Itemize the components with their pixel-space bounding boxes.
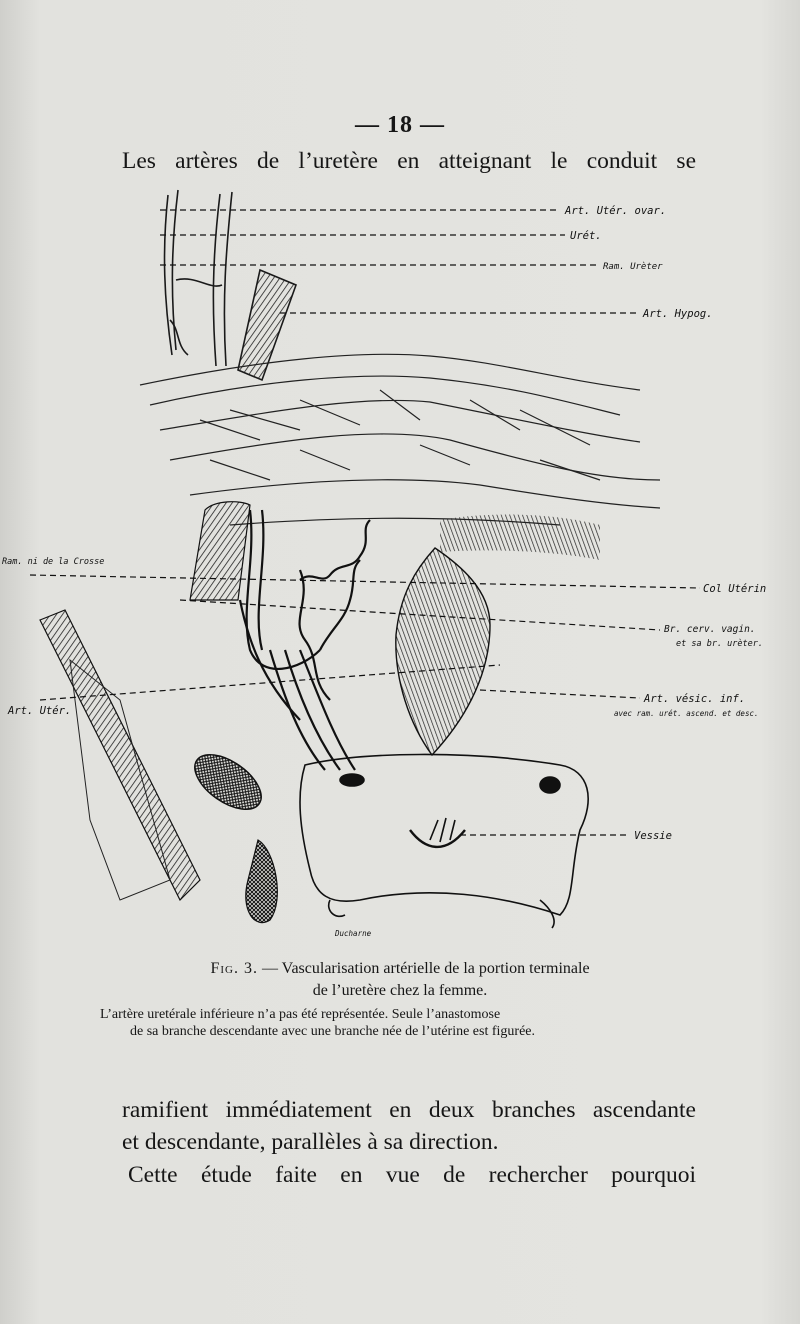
- cervix: [396, 548, 490, 755]
- caption-note-line-1: L’artère uretérale inférieure n’a pas été représentée. Seule l’anastomose: [100, 1007, 501, 1022]
- left-dark-wedge: [190, 502, 250, 600]
- caption-line-2: de l’uretère chez la femme.: [312, 982, 488, 999]
- label-col-uterin: Col Utérin: [703, 583, 767, 595]
- figure-number: Fig. 3.: [210, 960, 258, 977]
- label-br-cerv-vagin: Br. cerv. vagin.: [664, 624, 756, 635]
- label-uret: Urét.: [570, 230, 602, 242]
- label-art-uter: Art. Utér.: [8, 705, 72, 717]
- figure-caption-note: [100, 1006, 696, 1040]
- left-structures: [40, 610, 277, 923]
- uterine-vessels: [240, 510, 370, 770]
- body-text-top: Les artères de l’uretère en atteignant le conduit se: [122, 148, 696, 174]
- label-art-uter-ovar: Art. Utér. ovar.: [565, 205, 667, 217]
- caption-note-rest: de sa branche descendante avec une branche née de l’utérine est figurée.: [130, 1024, 536, 1039]
- body-text-line-1: ramifient immédiatement en deux branches ascendante: [122, 1097, 696, 1123]
- body-text-line-2: et descendante, parallèles à sa direction.: [122, 1129, 499, 1155]
- label-art-vesic-2: avec ram. urét. ascend. et desc.: [614, 709, 759, 718]
- figure-caption-title: [0, 958, 800, 1002]
- label-art-hypog: Art. Hypog.: [643, 308, 713, 320]
- anatomical-figure: [0, 180, 800, 950]
- label-ram-ureter: Ram. Urèter: [603, 262, 663, 272]
- label-br-cerv-vagin-2: et sa br. urèter.: [676, 639, 763, 649]
- body-text-line-3: Cette étude faite en vue de rechercher pourquoi: [128, 1162, 696, 1188]
- shaded-band: [440, 515, 600, 560]
- label-ram-crosse: Ram. ni de la Crosse: [2, 557, 105, 567]
- peritoneal-fold: [140, 354, 660, 525]
- upper-vessels: [165, 190, 296, 380]
- label-art-vesic: Art. vésic. inf.: [644, 693, 746, 705]
- bladder: [300, 754, 588, 928]
- label-vessie: Vessie: [634, 830, 672, 842]
- caption-line-1: — Vascularisation artérielle de la portion terminale: [261, 960, 590, 977]
- page-number: — 18 —: [355, 112, 445, 138]
- artist-signature: Ducharne: [335, 929, 372, 938]
